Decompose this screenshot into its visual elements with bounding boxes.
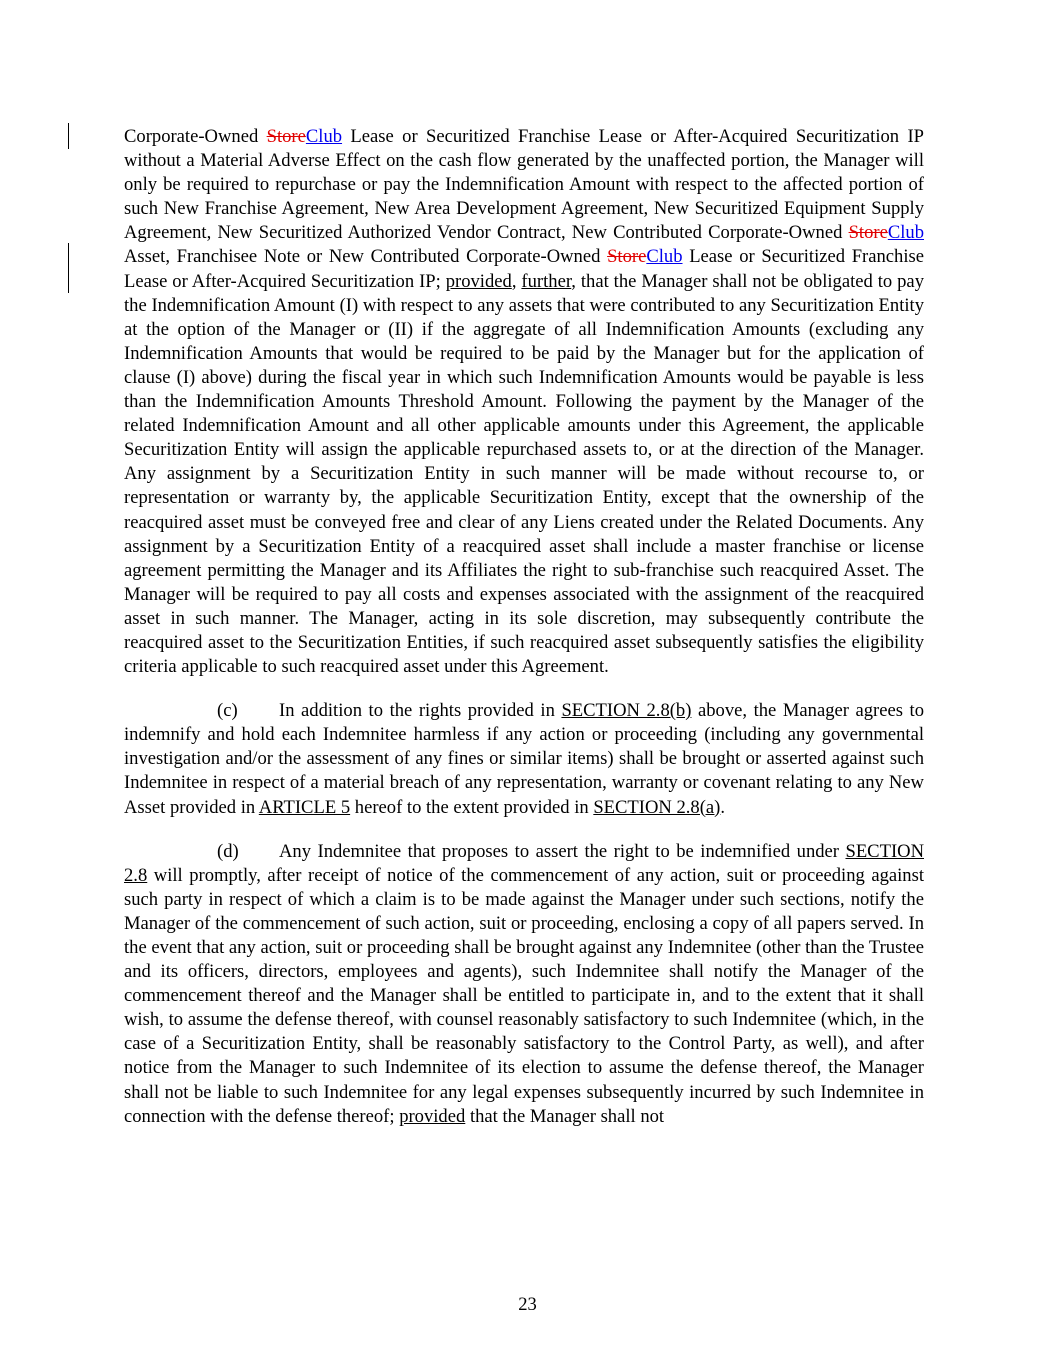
change-bar [68, 123, 69, 149]
document-page [124, 125, 924, 1129]
inserted-text: Club [646, 246, 683, 268]
page-number: 23 [518, 1294, 537, 1315]
clause-label: (d) [217, 840, 239, 862]
deleted-text: Store [848, 222, 888, 244]
deleted-text: Store [266, 126, 306, 147]
section-reference: SECTION 2.8(b) [561, 700, 692, 722]
clause-label: (c) [217, 700, 238, 722]
section-reference: SECTION 2.8 [124, 840, 924, 886]
section-reference: SECTION 2.8(a) [593, 796, 721, 818]
underlined-term: further [521, 270, 572, 292]
inserted-text: Club [305, 126, 343, 147]
deleted-text: Store [607, 246, 647, 268]
inserted-text: Club [887, 222, 924, 244]
paragraph-c: (c) In addition to the rights provided in SECTION 2.8(b) above, the Manager agrees to indemnify and hold each Indemnitee harmless if any action or proceeding (including any governmental investigation and/or the assessment of any fines or similar items) shall be brought or asserted against such Indemnitee in respect of a material breach of any representation, warranty or covenant relating to any New Asset provided in ARTICLE 5 hereof to the extent provided in SECTION 2.8(a). [124, 700, 925, 818]
underlined-term: provided [399, 1105, 466, 1127]
paragraph-continued: Corporate-Owned StoreClub Lease or Securitized Franchise Lease or After-Acquired Securitization IP without a Material Adverse Effect on the cash flow generated by the unaffected portion, the Manager will only be required to repurchase or pay the Indemnification Amount with respect to the affected portion of such New Franchise Agreement, New Area Development Agreement, New Securitized Equipment Supply Agreement, New Securitized Authorized Vendor Contract, New Contributed Corporate-Owned StoreClub Asset, Franchisee Note or New Contributed Corporate-Owned StoreClub Lease or Securitized Franchise Lease or After-Acquired Securitization IP; provided, further, that the Manager shall not be obligated to pay the Indemnification Amount (I) with respect to any assets that were contributed to any Securitization Entity at the option of the Manager or (II) if the aggregate of all Indemnification Amounts (excluding any Indemnification Amounts that would be required to be paid by the Manager but for the application of clause (I) above) during the fiscal year in which such Indemnification Amounts would be payable is less than the Indemnification Amounts Threshold Amount. Following the payment by the Manager of the related Indemnification Amount and all other applicable amounts under this Agreement, the applicable Securitization Entity will assign the applicable repurchased assets to, or at the direction of the Manager. Any assignment by a Securitization Entity in such manner will be made without recourse to, or representation or warranty by, the applicable Securitization Entity, except that the ownership of the reacquired asset must be conveyed free and clear of any Liens created under the Related Documents. Any assignment by a Securitization Entity of a reacquired asset shall include a master franchise or license agreement permitting the Manager and its Affiliates the right to sub-franchise such reacquired Asset. The Manager will be required to pay all costs and expenses associated with the assignment of the reacquired asset in such manner. The Manager, acting in its sole discretion, may subsequently contribute the reacquired asset to the Securitization Entities, if such reacquired asset subsequently satisfies the eligibility criteria applicable to such reacquired asset under this Agreement. [124, 126, 925, 678]
paragraph-d: (d) Any Indemnitee that proposes to assert the right to be indemnified under SECTION 2.8 will promptly, after receipt of notice of the commencement of any action, suit or proceeding against such party in respect of which a claim is to be made against the Manager under such sections, notify the Manager of the commencement of such action, suit or proceeding, enclosing a copy of all papers served. In the event that any action, suit or proceeding shall be brought against any Indemnitee (other than the Trustee and its officers, directors, employees and agents), such Indemnitee shall notify the Manager of the commencement thereof and the Manager shall be entitled to participate in, and to the extent that it shall wish, to assume the defense thereof, with counsel reasonably satisfactory to such Indemnitee (which, in the case of a Securitization Entity, shall be reasonably satisfactory to the Control Party, as well), and after notice from the Manager to such Indemnitee of its election to assume the defense thereof, the Manager shall not be liable to such Indemnitee for any legal expenses subsequently incurred by such Indemnitee in connection with the defense thereof; provided that the Manager shall not [124, 840, 924, 1127]
article-reference: ARTICLE 5 [258, 796, 351, 818]
change-bar [68, 243, 69, 293]
underlined-term: provided [445, 270, 512, 292]
